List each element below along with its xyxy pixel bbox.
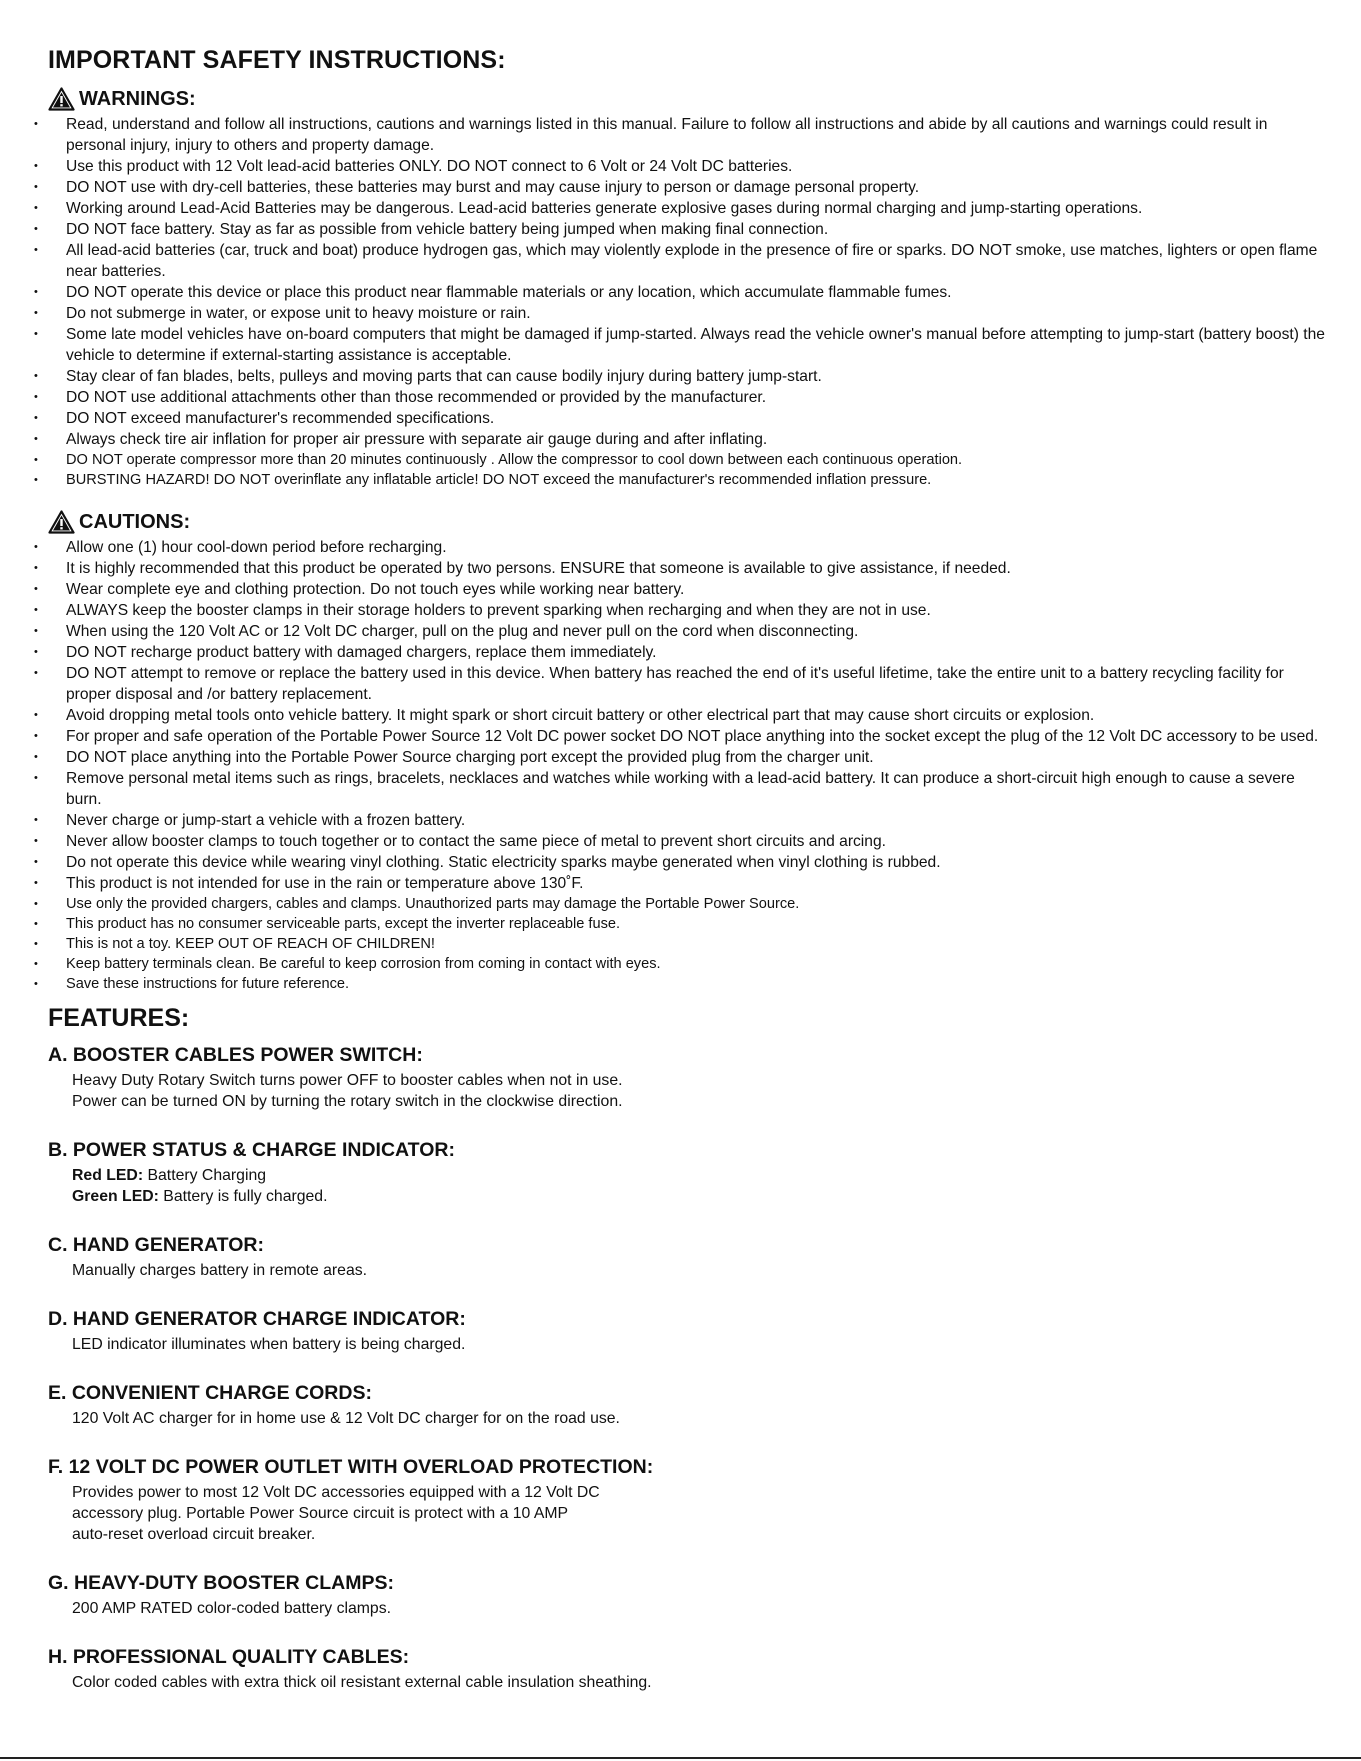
list-item: • BURSTING HAZARD! DO NOT overinflate any inflatable article! DO NOT exceed the manufacturer's recommended inflation pressure.: [34, 470, 1333, 490]
list-item: • This product has no consumer serviceable parts, except the inverter replaceable fuse.: [34, 914, 1333, 934]
list-item: • DO NOT use additional attachments other than those recommended or provided by the manufacturer.: [34, 387, 1333, 408]
warning-triangle-icon: [48, 510, 75, 534]
feature-text: 200 AMP RATED color-coded battery clamps.: [72, 1600, 391, 1617]
feature-text: Manually charges battery in remote areas.: [72, 1262, 368, 1279]
feature-text: LED indicator illuminates when battery is being charged.: [72, 1336, 466, 1353]
feature-label: Red LED:: [72, 1167, 144, 1184]
features-heading: FEATURES:: [48, 1004, 190, 1032]
feature-block: [48, 1233, 1333, 1281]
list-item: • Use only the provided chargers, cables and clamps. Unauthorized parts may damage the Portable Power Source.: [34, 894, 1333, 914]
list-item: • Never charge or jump-start a vehicle with a frozen battery.: [34, 810, 1333, 831]
bottom-divider: [0, 1757, 1361, 1759]
cautions-heading-label: CAUTIONS:: [79, 510, 191, 533]
list-item: • Remove personal metal items such as rings, bracelets, necklaces and watches while working with a lead-acid battery. It can produce a short-circuit high enough to cause a severe burn.: [34, 768, 1333, 810]
feature-title: B. POWER STATUS & CHARGE INDICATOR:: [48, 1139, 455, 1161]
list-item: • DO NOT attempt to remove or replace the battery used in this device. When battery has reached the end of it's useful lifetime, take the entire unit to a battery recycling facility for proper disposal and /or battery replacement.: [34, 663, 1333, 705]
list-item: • Some late model vehicles have on-board computers that might be damaged if jump-started. Always read the vehicle owner's manual before attempting to jump-start (battery boost) the vehicle to determine if external-starting assistance is acceptable.: [34, 324, 1333, 366]
list-item: • When using the 120 Volt AC or 12 Volt DC charger, pull on the plug and never pull on the cord when disconnecting.: [34, 621, 1333, 642]
list-item: • Use this product with 12 Volt lead-acid batteries ONLY. DO NOT connect to 6 Volt or 24 Volt DC batteries.: [34, 156, 1333, 177]
feature-text: 120 Volt AC charger for in home use & 12 Volt DC charger for on the road use.: [72, 1410, 620, 1427]
feature-description: [48, 1260, 1333, 1281]
feature-description: [48, 1334, 1333, 1355]
feature-description: [48, 1165, 1333, 1186]
list-item: • Avoid dropping metal tools onto vehicle battery. It might spark or short circuit battery or other electrical part that may cause short circuits or explosion.: [34, 705, 1333, 726]
list-item: • DO NOT use with dry-cell batteries, these batteries may burst and may cause injury to person or damage personal property.: [34, 177, 1333, 198]
features-list: [34, 1043, 1333, 1693]
feature-block: [48, 1645, 1333, 1693]
feature-text: Color coded cables with extra thick oil resistant external cable insulation sheathing.: [72, 1674, 652, 1691]
feature-title: C. HAND GENERATOR:: [48, 1234, 264, 1256]
feature-description: [48, 1482, 1333, 1503]
feature-description: [48, 1503, 1333, 1524]
list-item: • This is not a toy. KEEP OUT OF REACH OF CHILDREN!: [34, 934, 1333, 954]
feature-description: [48, 1672, 1333, 1693]
feature-label: Green LED:: [72, 1188, 159, 1205]
feature-description: [48, 1070, 1333, 1091]
list-item: • DO NOT exceed manufacturer's recommended specifications.: [34, 408, 1333, 429]
feature-text: Power can be turned ON by turning the rotary switch in the clockwise direction.: [72, 1093, 623, 1110]
list-item: • Do not operate this device while wearing vinyl clothing. Static electricity sparks maybe generated when vinyl clothing is rubbed.: [34, 852, 1333, 873]
list-item: • DO NOT recharge product battery with damaged chargers, replace them immediately.: [34, 642, 1333, 663]
list-item: • Do not submerge in water, or expose unit to heavy moisture or rain.: [34, 303, 1333, 324]
feature-text: auto-reset overload circuit breaker.: [72, 1526, 316, 1543]
cautions-list: [34, 537, 1333, 994]
feature-title: E. CONVENIENT CHARGE CORDS:: [48, 1382, 372, 1404]
list-item: • Save these instructions for future reference.: [34, 974, 1333, 994]
list-item: • Never allow booster clamps to touch together or to contact the same piece of metal to prevent short circuits and arcing.: [34, 831, 1333, 852]
list-item: • For proper and safe operation of the Portable Power Source 12 Volt DC power socket DO NOT place anything into the socket except the plug of the 12 Volt DC accessory to be used.: [34, 726, 1333, 747]
list-item: • Stay clear of fan blades, belts, pulleys and moving parts that can cause bodily injury during battery jump-start.: [34, 366, 1333, 387]
list-item: • DO NOT operate this device or place this product near flammable materials or any location, which accumulate flammable fumes.: [34, 282, 1333, 303]
list-item: • This product is not intended for use in the rain or temperature above 130˚F.: [34, 873, 1333, 894]
list-item: • Allow one (1) hour cool-down period before recharging.: [34, 537, 1333, 558]
warnings-list: [34, 114, 1333, 490]
list-item: • It is highly recommended that this product be operated by two persons. ENSURE that someone is available to give assistance, if needed.: [34, 558, 1333, 579]
list-item: • All lead-acid batteries (car, truck and boat) produce hydrogen gas, which may violently explode in the presence of fire or sparks. DO NOT smoke, use matches, lighters or open flame near batteries.: [34, 240, 1333, 282]
list-item: • Wear complete eye and clothing protection. Do not touch eyes while working near battery.: [34, 579, 1333, 600]
feature-text: Battery is fully charged.: [158, 1188, 328, 1205]
cautions-heading: [48, 510, 1333, 534]
feature-block: [48, 1307, 1333, 1355]
feature-text: Heavy Duty Rotary Switch turns power OFF to booster cables when not in use.: [72, 1072, 623, 1089]
feature-block: [48, 1455, 1333, 1545]
list-item: • Working around Lead-Acid Batteries may be dangerous. Lead-acid batteries generate explosive gases during normal charging and jump-starting operations.: [34, 198, 1333, 219]
warnings-heading-label: WARNINGS:: [79, 87, 196, 110]
feature-title: F. 12 VOLT DC POWER OUTLET WITH OVERLOAD PROTECTION:: [48, 1456, 654, 1478]
feature-title: H. PROFESSIONAL QUALITY CABLES:: [48, 1646, 410, 1668]
feature-title: D. HAND GENERATOR CHARGE INDICATOR:: [48, 1308, 466, 1330]
feature-description: [48, 1186, 1333, 1207]
feature-text: Battery Charging: [143, 1167, 267, 1184]
feature-text: accessory plug. Portable Power Source circuit is protect with a 10 AMP: [72, 1505, 569, 1522]
feature-description: [48, 1598, 1333, 1619]
list-item: • DO NOT operate compressor more than 20 minutes continuously . Allow the compressor to cool down between each continuous operation.: [34, 450, 1333, 470]
feature-block: [48, 1381, 1333, 1429]
list-item: • ALWAYS keep the booster clamps in their storage holders to prevent sparking when recharging and when they are not in use.: [34, 600, 1333, 621]
list-item: • Always check tire air inflation for proper air pressure with separate air gauge during and after inflating.: [34, 429, 1333, 450]
list-item: • DO NOT face battery. Stay as far as possible from vehicle battery being jumped when making final connection.: [34, 219, 1333, 240]
feature-title: A. BOOSTER CABLES POWER SWITCH:: [48, 1044, 423, 1066]
list-item: • DO NOT place anything into the Portable Power Source charging port except the provided plug from the charger unit.: [34, 747, 1333, 768]
feature-title: G. HEAVY-DUTY BOOSTER CLAMPS:: [48, 1572, 394, 1594]
feature-block: [48, 1138, 1333, 1207]
feature-description: [48, 1408, 1333, 1429]
page-title: IMPORTANT SAFETY INSTRUCTIONS:: [48, 46, 506, 74]
list-item: • Keep battery terminals clean. Be careful to keep corrosion from coming in contact with eyes.: [34, 954, 1333, 974]
warnings-heading: [48, 87, 1333, 111]
list-item: • Read, understand and follow all instructions, cautions and warnings listed in this manual. Failure to follow all instructions and abide by all cautions and warnings could result in personal injury, injury to others and property damage.: [34, 114, 1333, 156]
feature-block: [48, 1043, 1333, 1112]
warning-triangle-icon: [48, 87, 75, 111]
feature-description: [48, 1524, 1333, 1545]
feature-block: [48, 1571, 1333, 1619]
feature-text: Provides power to most 12 Volt DC accessories equipped with a 12 Volt DC: [72, 1484, 600, 1501]
feature-description: [48, 1091, 1333, 1112]
